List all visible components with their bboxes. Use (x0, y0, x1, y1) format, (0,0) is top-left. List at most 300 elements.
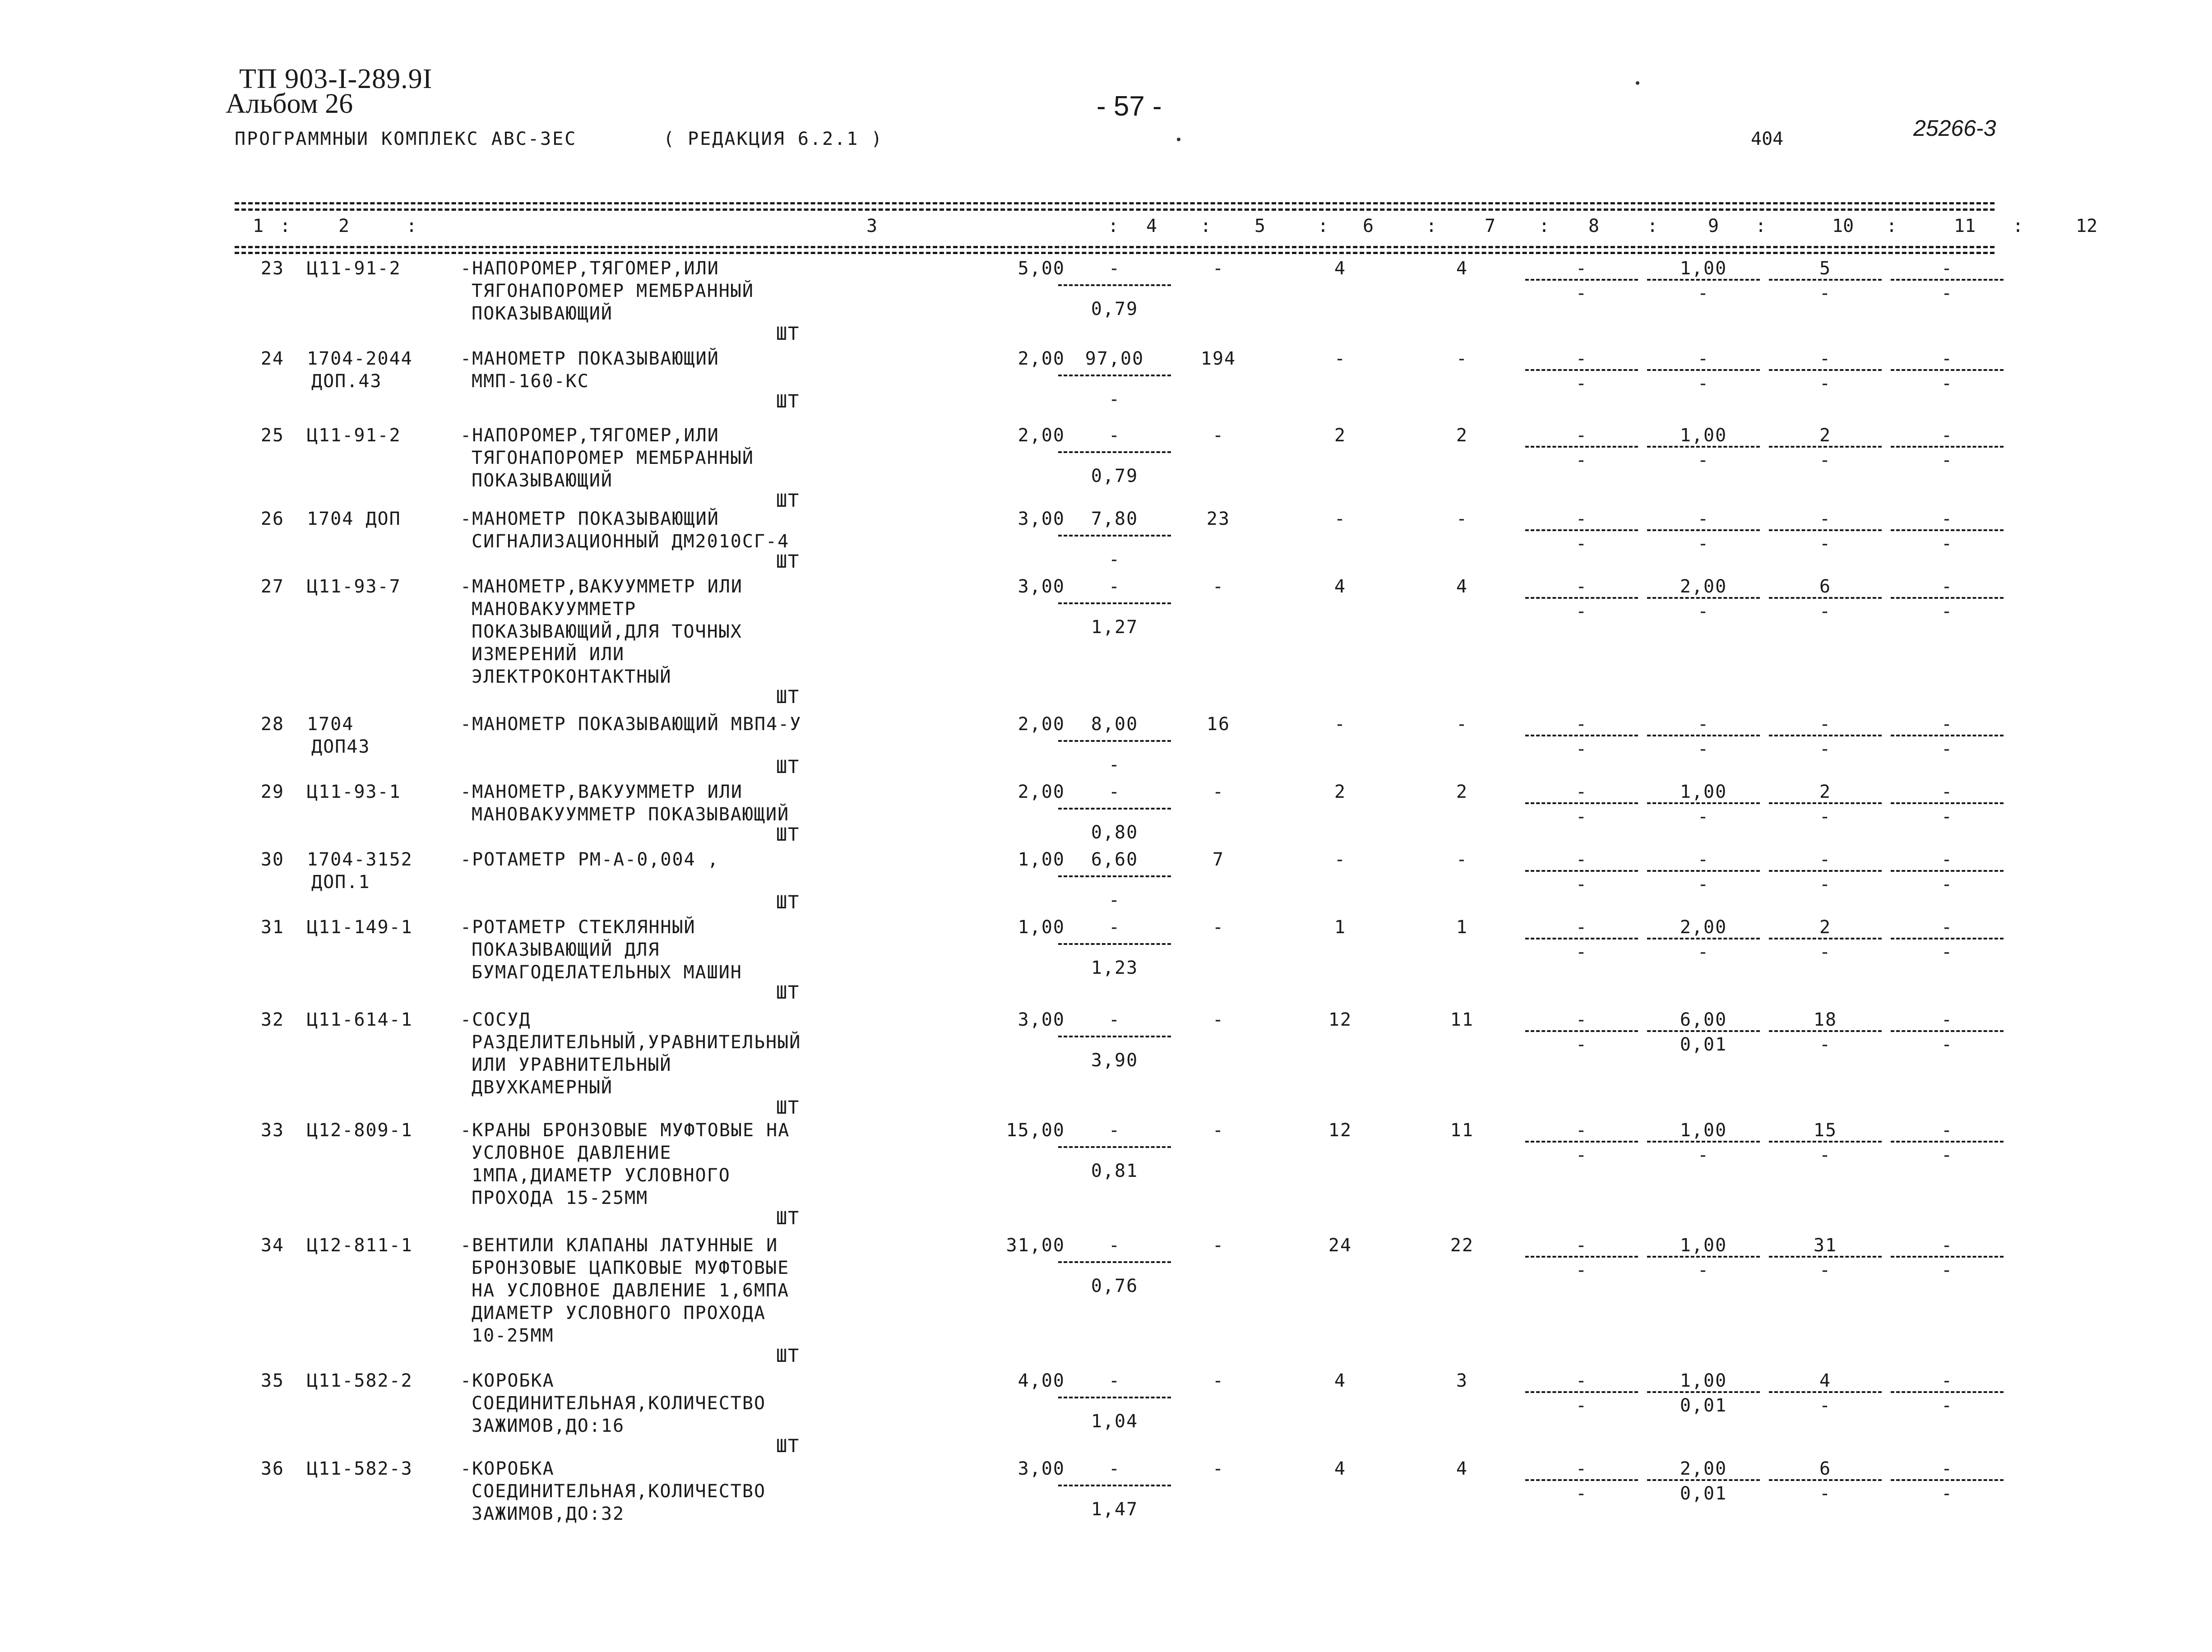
fraction-line (1058, 740, 1171, 742)
col-7-value: 12 (1328, 1120, 1352, 1141)
col-12-lower: - (1941, 1483, 1953, 1504)
col-7-value: 4 (1334, 1370, 1347, 1391)
column-separator: : (1318, 216, 1329, 236)
resource-code: Ц11-582-3 (307, 1458, 413, 1479)
col-11-value: 2 (1819, 917, 1832, 938)
col-8-value: - (1456, 509, 1468, 529)
column-number: 8 (1588, 216, 1600, 236)
fraction-line (1525, 369, 1638, 371)
item-description: -СОСУД (460, 1009, 531, 1030)
fraction-line (1058, 1036, 1171, 1037)
total-cost: - (1212, 425, 1225, 446)
total-cost: - (1212, 1370, 1225, 1391)
fraction-line (1525, 1141, 1638, 1143)
col-7-value: - (1334, 509, 1347, 529)
fraction-line (1525, 279, 1638, 281)
col-10-value: 6,00 (1680, 1009, 1727, 1030)
col-7-value: 12 (1328, 1009, 1352, 1030)
col-12-value: - (1941, 425, 1953, 446)
col-9-lower: - (1575, 1483, 1588, 1504)
column-separator: : (1426, 216, 1437, 236)
col-10-value: - (1697, 509, 1710, 529)
col-11-lower: - (1819, 283, 1832, 304)
col-11-lower: - (1819, 533, 1832, 554)
col-11-value: 4 (1819, 1370, 1832, 1391)
col-8-value: 1 (1456, 917, 1468, 938)
quantity: 1,00 (1018, 849, 1065, 870)
fraction-line (1525, 1391, 1638, 1393)
row-number: 35 (260, 1370, 284, 1391)
fraction-line (1769, 446, 1882, 448)
row-number: 33 (260, 1120, 284, 1141)
quantity: 31,00 (1006, 1235, 1065, 1256)
fraction-line (1891, 802, 2004, 804)
fraction-line (1769, 1391, 1882, 1393)
unit-price: - (1108, 425, 1121, 446)
col-8-value: 22 (1450, 1235, 1474, 1256)
fraction-line (1525, 597, 1638, 599)
quantity: 3,00 (1018, 1458, 1065, 1479)
item-description: -КРАНЫ БРОНЗОВЫЕ МУФТОВЫЕ НА (460, 1120, 790, 1141)
fraction-line (1769, 597, 1882, 599)
fraction-line (1525, 802, 1638, 804)
unit-label: ШТ (776, 391, 800, 412)
item-description: УСЛОВНОЕ ДАВЛЕНИЕ (472, 1143, 672, 1163)
col-7-value: 4 (1334, 576, 1347, 597)
item-description: -МАНОМЕТР,ВАКУУММЕТР ИЛИ (460, 576, 743, 597)
item-description: 1МПА,ДИАМЕТР УСЛОВНОГО (472, 1165, 731, 1186)
fraction-line (1647, 597, 1760, 599)
col-9-lower: - (1575, 1395, 1588, 1416)
col-12-value: - (1941, 782, 1953, 802)
col-10-value: 1,00 (1680, 1235, 1727, 1256)
unit-price-lower: 0,76 (1091, 1276, 1138, 1296)
fraction-line (1058, 875, 1171, 877)
fraction-line (1647, 1479, 1760, 1481)
col-9-lower: - (1575, 874, 1588, 895)
quantity: 2,00 (1018, 714, 1065, 735)
column-number: 5 (1254, 216, 1266, 236)
col-10-lower: - (1697, 373, 1710, 394)
column-number: 3 (866, 216, 878, 236)
col-12-value: - (1941, 1120, 1953, 1141)
fraction-line (1058, 808, 1171, 810)
column-number: 4 (1146, 216, 1157, 236)
col-10-lower: - (1697, 739, 1710, 759)
column-number: 2 (338, 216, 350, 236)
resource-code: Ц11-91-2 (307, 425, 401, 446)
item-description: -ВЕНТИЛИ КЛАПАНЫ ЛАТУННЫЕ И (460, 1235, 778, 1256)
item-description: ИЛИ УРАВНИТЕЛЬНЫЙ (472, 1055, 672, 1075)
sheet-number: 404 (1751, 129, 1784, 149)
col-9-lower: - (1575, 450, 1588, 471)
unit-price-lower: - (1108, 549, 1121, 570)
unit-price-lower: 1,27 (1091, 617, 1138, 638)
item-description: РАЗДЕЛИТЕЛЬНЫЙ,УРАВНИТЕЛЬНЫЙ (472, 1032, 801, 1053)
col-9-lower: - (1575, 806, 1588, 827)
col-9-lower: - (1575, 942, 1588, 963)
fraction-line (1891, 735, 2004, 736)
resource-code: Ц12-809-1 (307, 1120, 413, 1141)
col-8-value: 4 (1456, 1458, 1468, 1479)
item-description: СОЕДИНИТЕЛЬНАЯ,КОЛИЧЕСТВО (472, 1481, 766, 1502)
col-12-value: - (1941, 576, 1953, 597)
unit-price: - (1108, 1370, 1121, 1391)
fraction-line (1769, 938, 1882, 939)
unit-price: - (1108, 576, 1121, 597)
col-12-value: - (1941, 917, 1953, 938)
col-8-value: - (1456, 348, 1468, 369)
col-12-value: - (1941, 849, 1953, 870)
unit-price: - (1108, 1458, 1121, 1479)
resource-code: Ц12-811-1 (307, 1235, 413, 1256)
col-9-value: - (1575, 849, 1588, 870)
fraction-line (1769, 870, 1882, 872)
row-number: 34 (260, 1235, 284, 1256)
row-number: 29 (260, 782, 284, 802)
resource-code: 1704-3152 (307, 849, 413, 870)
col-7-value: 4 (1334, 258, 1347, 279)
column-number: 6 (1363, 216, 1374, 236)
col-10-lower: - (1697, 450, 1710, 471)
fraction-line (1769, 1479, 1882, 1481)
total-cost: 194 (1200, 348, 1236, 369)
resource-code: 1704 ДОП (307, 509, 401, 529)
col-7-value: - (1334, 714, 1347, 735)
quantity: 2,00 (1018, 348, 1065, 369)
item-description: БРОНЗОВЫЕ ЦАПКОВЫЕ МУФТОВЫЕ (472, 1258, 790, 1278)
fraction-line (1525, 1256, 1638, 1258)
fraction-line (1647, 279, 1760, 281)
fraction-line (1891, 1141, 2004, 1143)
col-9-value: - (1575, 782, 1588, 802)
quantity: 3,00 (1018, 1009, 1065, 1030)
column-separator: : (1647, 216, 1658, 236)
item-description: ТЯГОНАПОРОМЕР МЕМБРАННЫЙ (472, 448, 754, 468)
total-cost: 16 (1206, 714, 1231, 735)
item-description: -НАПОРОМЕР,ТЯГОМЕР,ИЛИ (460, 258, 719, 279)
fraction-line (1891, 1256, 2004, 1258)
col-10-lower: 0,01 (1680, 1034, 1727, 1055)
col-9-value: - (1575, 509, 1588, 529)
col-8-value: - (1456, 849, 1468, 870)
fraction-line (1647, 870, 1760, 872)
fraction-line (1769, 529, 1882, 531)
total-cost: - (1212, 576, 1225, 597)
column-separator: : (1200, 216, 1212, 236)
col-9-lower: - (1575, 1145, 1588, 1166)
col-12-lower: - (1941, 1145, 1953, 1166)
unit-price-lower: 0,79 (1091, 299, 1138, 319)
item-description: ЗАЖИМОВ,ДО:32 (472, 1504, 625, 1524)
col-9-value: - (1575, 348, 1588, 369)
fraction-line (1647, 735, 1760, 736)
resource-code: ДОП.1 (311, 872, 370, 893)
col-10-value: 2,00 (1680, 576, 1727, 597)
unit-label: ШТ (776, 324, 800, 344)
item-description: ПРОХОДА 15-25ММ (472, 1188, 648, 1208)
fraction-line (1647, 1391, 1760, 1393)
col-11-value: 5 (1819, 258, 1832, 279)
fraction-line (1058, 943, 1171, 945)
page-number: - 57 - (1097, 91, 1162, 122)
col-9-lower: - (1575, 1260, 1588, 1281)
resource-code: Ц11-93-1 (307, 782, 401, 802)
item-description: МАНОВАКУУММЕТР ПОКАЗЫВАЮЩИЙ (472, 804, 790, 825)
col-12-lower: - (1941, 1395, 1953, 1416)
document-code: ТП 903-I-289.9I (239, 64, 433, 94)
col-9-value: - (1575, 576, 1588, 597)
unit-price: 6,60 (1091, 849, 1138, 870)
quantity: 3,00 (1018, 576, 1065, 597)
resource-code: Ц11-614-1 (307, 1009, 413, 1030)
fraction-line (1058, 375, 1171, 376)
col-11-lower: - (1819, 1395, 1832, 1416)
col-10-lower: 0,01 (1680, 1395, 1727, 1416)
unit-price-lower: 0,79 (1091, 466, 1138, 486)
total-cost: 23 (1206, 509, 1231, 529)
quantity: 3,00 (1018, 509, 1065, 529)
unit-label: ШТ (776, 1346, 800, 1366)
col-8-value: - (1456, 714, 1468, 735)
column-separator: : (1886, 216, 1897, 236)
fraction-line (1891, 1391, 2004, 1393)
resource-code: ДОП.43 (311, 371, 382, 392)
fraction-line (1891, 597, 2004, 599)
unit-price: - (1108, 917, 1121, 938)
unit-price: 8,00 (1091, 714, 1138, 735)
col-10-value: 1,00 (1680, 425, 1727, 446)
resource-code: Ц11-149-1 (307, 917, 413, 938)
fraction-line (1525, 735, 1638, 736)
total-cost: - (1212, 782, 1225, 802)
col-12-lower: - (1941, 739, 1953, 759)
fraction-line (1647, 1256, 1760, 1258)
col-11-value: - (1819, 714, 1832, 735)
unit-price-lower: 0,81 (1091, 1161, 1138, 1181)
fraction-line (1647, 1141, 1760, 1143)
column-separator: : (2013, 216, 2024, 236)
row-number: 36 (260, 1458, 284, 1479)
fraction-line (1647, 529, 1760, 531)
fraction-line (1525, 1030, 1638, 1032)
col-12-value: - (1941, 714, 1953, 735)
col-10-lower: - (1697, 942, 1710, 963)
col-11-value: 6 (1819, 576, 1832, 597)
col-12-value: - (1941, 1458, 1953, 1479)
unit-price-lower: 3,90 (1091, 1050, 1138, 1071)
item-description: ММП-160-КС (472, 371, 589, 392)
col-10-value: - (1697, 348, 1710, 369)
inventory-number: 25266-3 (1913, 116, 1996, 141)
col-9-lower: - (1575, 533, 1588, 554)
column-number: 1 (253, 216, 264, 236)
column-separator: : (280, 216, 291, 236)
col-9-lower: - (1575, 1034, 1588, 1055)
quantity: 15,00 (1006, 1120, 1065, 1141)
col-12-lower: - (1941, 373, 1953, 394)
total-cost: - (1212, 917, 1225, 938)
col-12-lower: - (1941, 874, 1953, 895)
col-7-value: 2 (1334, 425, 1347, 446)
unit-label: ШТ (776, 892, 800, 913)
row-number: 32 (260, 1009, 284, 1030)
item-description: ПОКАЗЫВАЮЩИЙ (472, 303, 613, 324)
unit-price-lower: - (1108, 754, 1121, 775)
item-description: -РОТАМЕТР СТЕКЛЯННЫЙ (460, 917, 696, 938)
item-description: -МАНОМЕТР ПОКАЗЫВАЮЩИЙ МВП4-У (460, 714, 802, 735)
col-11-value: 6 (1819, 1458, 1832, 1479)
resource-code: Ц11-93-7 (307, 576, 401, 597)
unit-label: ШТ (776, 1208, 800, 1229)
col-11-value: - (1819, 849, 1832, 870)
col-8-value: 3 (1456, 1370, 1468, 1391)
unit-price-lower: - (1108, 890, 1121, 911)
row-number: 25 (260, 425, 284, 446)
row-number: 31 (260, 917, 284, 938)
unit-label: ШТ (776, 687, 800, 708)
total-cost: - (1212, 1120, 1225, 1141)
col-11-lower: - (1819, 373, 1832, 394)
quantity: 1,00 (1018, 917, 1065, 938)
column-number: 12 (2076, 216, 2098, 236)
item-description: -КОРОБКА (460, 1370, 555, 1391)
item-description: ПОКАЗЫВАЮЩИЙ ДЛЯ (472, 939, 660, 960)
fraction-line (1058, 1146, 1171, 1148)
col-11-value: - (1819, 348, 1832, 369)
col-9-value: - (1575, 1120, 1588, 1141)
col-10-value: 1,00 (1680, 1370, 1727, 1391)
col-12-value: - (1941, 1009, 1953, 1030)
fraction-line (1525, 529, 1638, 531)
item-description: БУМАГОДЕЛАТЕЛЬНЫХ МАШИН (472, 962, 742, 983)
col-10-value: - (1697, 849, 1710, 870)
col-9-value: - (1575, 714, 1588, 735)
col-10-value: 1,00 (1680, 1120, 1727, 1141)
quantity: 5,00 (1018, 258, 1065, 279)
col-12-value: - (1941, 1370, 1953, 1391)
col-9-value: - (1575, 917, 1588, 938)
col-12-lower: - (1941, 1260, 1953, 1281)
item-description: -НАПОРОМЕР,ТЯГОМЕР,ИЛИ (460, 425, 719, 446)
unit-price-lower: 1,47 (1091, 1499, 1138, 1520)
fraction-line (1058, 1397, 1171, 1398)
row-number: 28 (260, 714, 284, 735)
col-12-lower: - (1941, 942, 1953, 963)
item-description: ДВУХКАМЕРНЫЙ (472, 1077, 613, 1098)
col-11-lower: - (1819, 1145, 1832, 1166)
unit-label: ШТ (776, 1436, 800, 1457)
fraction-line (1058, 284, 1171, 286)
item-description: МАНОВАКУУММЕТР (472, 599, 637, 620)
total-cost: - (1212, 1009, 1225, 1030)
col-9-value: - (1575, 1235, 1588, 1256)
col-10-value: 1,00 (1680, 258, 1727, 279)
item-description: СОЕДИНИТЕЛЬНАЯ,КОЛИЧЕСТВО (472, 1393, 766, 1414)
col-8-value: 11 (1450, 1009, 1474, 1030)
col-10-value: - (1697, 714, 1710, 735)
resource-code: 1704 (307, 714, 354, 735)
fraction-line (1891, 938, 2004, 939)
fraction-line (1769, 735, 1882, 736)
col-11-lower: - (1819, 601, 1832, 622)
fraction-line (1525, 446, 1638, 448)
item-description: -МАНОМЕТР ПОКАЗЫВАЮЩИЙ (460, 348, 719, 369)
col-10-lower: - (1697, 874, 1710, 895)
fraction-line (1891, 369, 2004, 371)
fraction-line (1058, 451, 1171, 453)
col-10-lower: - (1697, 806, 1710, 827)
col-12-lower: - (1941, 1034, 1953, 1055)
program-title: ПРОГРАММНЫИ КОМПЛЕКС АВС-3ЕС (235, 129, 577, 149)
col-12-value: - (1941, 258, 1953, 279)
col-11-lower: - (1819, 1483, 1832, 1504)
col-11-value: 18 (1813, 1009, 1837, 1030)
col-8-value: 2 (1456, 425, 1468, 446)
unit-price: - (1108, 1235, 1121, 1256)
unit-price-lower: - (1108, 389, 1121, 410)
column-separator: : (1108, 216, 1119, 236)
unit-price-lower: 0,80 (1091, 822, 1138, 843)
col-7-value: 4 (1334, 1458, 1347, 1479)
col-10-lower: - (1697, 601, 1710, 622)
unit-price: - (1108, 1009, 1121, 1030)
col-9-lower: - (1575, 373, 1588, 394)
col-12-lower: - (1941, 450, 1953, 471)
col-12-lower: - (1941, 533, 1953, 554)
column-number: 11 (1954, 216, 1976, 236)
col-12-lower: - (1941, 283, 1953, 304)
quantity: 2,00 (1018, 425, 1065, 446)
col-11-lower: - (1819, 942, 1832, 963)
col-10-value: 1,00 (1680, 782, 1727, 802)
item-description: -МАНОМЕТР,ВАКУУММЕТР ИЛИ (460, 782, 743, 802)
row-number: 27 (260, 576, 284, 597)
item-description: ПОКАЗЫВАЮЩИЙ (472, 470, 613, 491)
col-8-value: 2 (1456, 782, 1468, 802)
col-9-lower: - (1575, 739, 1588, 759)
fraction-line (1891, 1479, 2004, 1481)
col-11-value: 31 (1813, 1235, 1837, 1256)
total-cost: - (1212, 258, 1225, 279)
fraction-line (1058, 1485, 1171, 1486)
fraction-line (1769, 802, 1882, 804)
row-number: 26 (260, 509, 284, 529)
col-9-value: - (1575, 1009, 1588, 1030)
unit-price: - (1108, 782, 1121, 802)
quantity: 2,00 (1018, 782, 1065, 802)
col-12-value: - (1941, 348, 1953, 369)
col-7-value: - (1334, 348, 1347, 369)
unit-price: - (1108, 258, 1121, 279)
col-11-value: 2 (1819, 425, 1832, 446)
col-8-value: 11 (1450, 1120, 1474, 1141)
col-12-lower: - (1941, 601, 1953, 622)
col-7-value: 2 (1334, 782, 1347, 802)
col-9-lower: - (1575, 601, 1588, 622)
column-number: 10 (1832, 216, 1854, 236)
fraction-line (1769, 1030, 1882, 1032)
unit-label: ШТ (776, 491, 800, 511)
col-11-lower: - (1819, 1260, 1832, 1281)
unit-price: 97,00 (1085, 348, 1144, 369)
fraction-line (1769, 1141, 1882, 1143)
col-11-lower: - (1819, 1034, 1832, 1055)
col-11-lower: - (1819, 450, 1832, 471)
fraction-line (1769, 1256, 1882, 1258)
resource-code: ДОП43 (311, 736, 370, 757)
row-number: 23 (260, 258, 284, 279)
